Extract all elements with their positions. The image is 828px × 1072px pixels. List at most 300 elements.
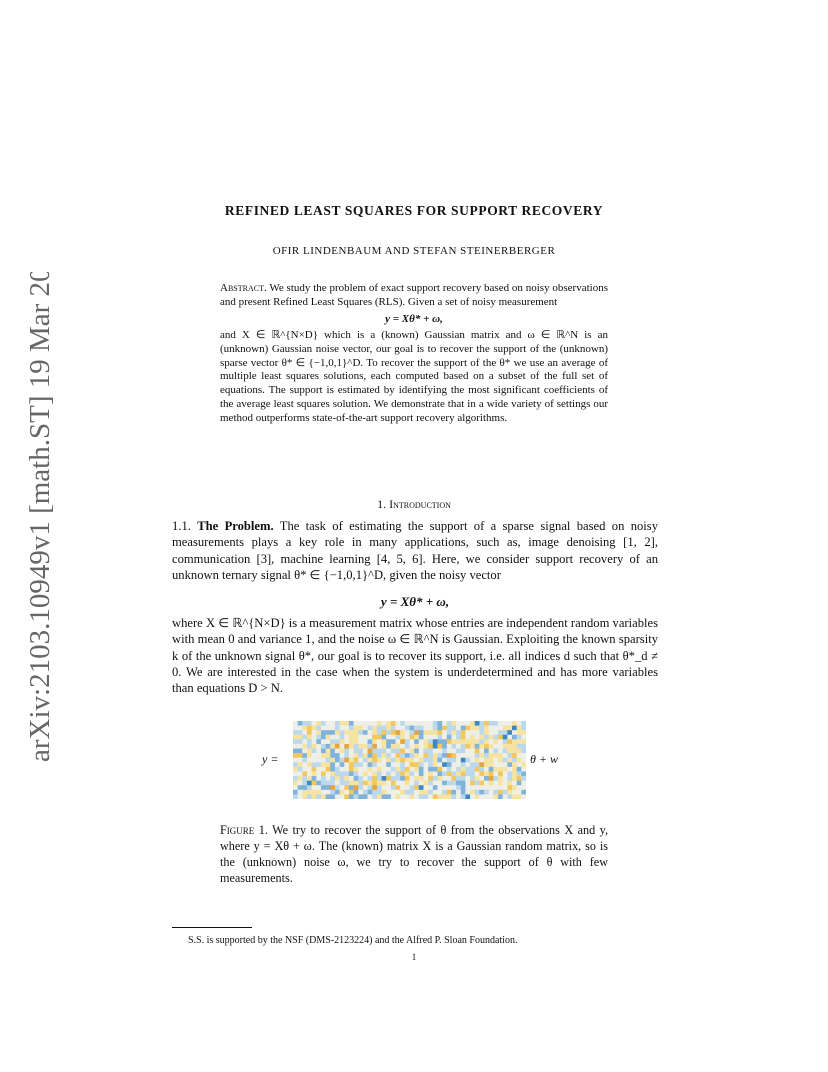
matrix-cell xyxy=(330,781,335,786)
matrix-cell xyxy=(442,767,447,772)
matrix-cell xyxy=(363,735,368,740)
paper-authors: OFIR LINDENBAUM AND STEFAN STEINERBERGER xyxy=(272,245,556,257)
abstract-intro: We study the problem of exact support recovery based on noisy observations and present Refined Least Squares (RLS). Given a set of noisy measurement xyxy=(220,282,608,308)
matrix-cell xyxy=(302,794,307,799)
matrix-cell xyxy=(335,730,340,735)
matrix-cell xyxy=(517,721,522,726)
matrix-cell xyxy=(405,726,410,731)
matrix-cell xyxy=(456,753,461,758)
matrix-cell xyxy=(503,781,508,786)
matrix-cell xyxy=(293,790,298,795)
matrix-cell xyxy=(470,735,475,740)
matrix-cell xyxy=(498,735,503,740)
matrix-cell xyxy=(312,739,317,744)
matrix-cell xyxy=(312,790,317,795)
matrix-cell xyxy=(349,771,354,776)
matrix-cell xyxy=(349,726,354,731)
matrix-cell xyxy=(382,744,387,749)
matrix-cell xyxy=(358,790,363,795)
matrix-cell xyxy=(335,767,340,772)
matrix-cell xyxy=(377,730,382,735)
matrix-cell xyxy=(503,753,508,758)
matrix-cell xyxy=(503,776,508,781)
matrix-cell xyxy=(330,726,335,731)
matrix-cell xyxy=(316,721,321,726)
matrix-cell xyxy=(302,753,307,758)
matrix-cell xyxy=(321,749,326,754)
matrix-cell xyxy=(414,749,419,754)
matrix-cell xyxy=(507,753,512,758)
matrix-cell xyxy=(307,744,312,749)
matrix-cell xyxy=(512,767,517,772)
arxiv-identifier-text: arXiv:2103.10949v1 [math.ST] 19 Mar 2021 xyxy=(24,272,56,762)
matrix-cell xyxy=(330,771,335,776)
matrix-cell xyxy=(433,790,438,795)
matrix-cell xyxy=(517,771,522,776)
matrix-cell xyxy=(344,744,349,749)
matrix-cell xyxy=(447,721,452,726)
matrix-cell xyxy=(358,776,363,781)
matrix-cell xyxy=(489,721,494,726)
matrix-cell xyxy=(451,771,456,776)
matrix-cell xyxy=(433,730,438,735)
matrix-cell xyxy=(507,735,512,740)
matrix-cell xyxy=(358,771,363,776)
matrix-cell xyxy=(349,790,354,795)
arxiv-identifier-svg xyxy=(16,272,58,772)
matrix-cell xyxy=(326,762,331,767)
matrix-cell xyxy=(330,739,335,744)
matrix-cell xyxy=(302,785,307,790)
matrix-cell xyxy=(475,730,480,735)
matrix-cell xyxy=(512,753,517,758)
matrix-cell xyxy=(498,758,503,763)
matrix-cell xyxy=(410,730,415,735)
matrix-cell xyxy=(456,767,461,772)
matrix-cell xyxy=(419,726,424,731)
matrix-cell xyxy=(326,771,331,776)
subsection-title: The Problem. xyxy=(197,519,274,533)
matrix-cell xyxy=(298,781,303,786)
matrix-cell xyxy=(372,771,377,776)
matrix-cell xyxy=(489,767,494,772)
matrix-cell xyxy=(330,749,335,754)
matrix-cell xyxy=(419,721,424,726)
paragraph-1-text: The task of estimating the support of a sparse signal based on noisy measurements plays a key role in many applications, such as, image denoising [1, 2], communication [3], machine learning [4, 5, 6]. Here, we consider support recovery of an unknown ternary signal θ* ∈ {−1,0,1}^D, given the noisy vector xyxy=(172,519,658,582)
matrix-cell xyxy=(428,771,433,776)
matrix-cell xyxy=(386,739,391,744)
matrix-cell xyxy=(447,758,452,763)
matrix-cell xyxy=(382,753,387,758)
matrix-cell xyxy=(521,767,526,772)
matrix-cell xyxy=(433,735,438,740)
matrix-cell xyxy=(428,753,433,758)
matrix-cell xyxy=(363,776,368,781)
matrix-cell xyxy=(321,744,326,749)
matrix-cell xyxy=(316,730,321,735)
matrix-cell xyxy=(479,790,484,795)
matrix-cell xyxy=(433,721,438,726)
matrix-cell xyxy=(405,762,410,767)
matrix-cell xyxy=(321,735,326,740)
matrix-cell xyxy=(512,762,517,767)
matrix-cell xyxy=(512,771,517,776)
matrix-cell xyxy=(400,785,405,790)
matrix-cell xyxy=(396,762,401,767)
matrix-cell xyxy=(465,771,470,776)
matrix-cell xyxy=(382,726,387,731)
matrix-cell xyxy=(475,771,480,776)
matrix-cell xyxy=(461,790,466,795)
matrix-cell xyxy=(484,794,489,799)
matrix-cell xyxy=(461,753,466,758)
section-title: Introduction xyxy=(389,497,451,511)
matrix-cell xyxy=(470,785,475,790)
matrix-cell xyxy=(507,744,512,749)
matrix-cell xyxy=(293,767,298,772)
matrix-cell xyxy=(451,735,456,740)
matrix-cell xyxy=(391,771,396,776)
matrix-cell xyxy=(312,744,317,749)
matrix-cell xyxy=(507,730,512,735)
matrix-cell xyxy=(419,735,424,740)
matrix-cell xyxy=(368,758,373,763)
matrix-cell xyxy=(489,771,494,776)
matrix-cell xyxy=(368,730,373,735)
matrix-cell xyxy=(498,721,503,726)
matrix-cell xyxy=(312,730,317,735)
matrix-cell xyxy=(326,744,331,749)
matrix-cell xyxy=(489,790,494,795)
matrix-cell xyxy=(335,781,340,786)
matrix-cell xyxy=(326,794,331,799)
page-number: 1 xyxy=(411,952,417,962)
matrix-cell xyxy=(475,790,480,795)
matrix-cell xyxy=(493,794,498,799)
matrix-cell xyxy=(312,726,317,731)
matrix-cell xyxy=(451,794,456,799)
matrix-cell xyxy=(368,781,373,786)
matrix-cell xyxy=(293,721,298,726)
matrix-cell xyxy=(517,776,522,781)
matrix-cell xyxy=(302,762,307,767)
matrix-cell xyxy=(349,735,354,740)
matrix-cell xyxy=(507,749,512,754)
matrix-cell xyxy=(433,753,438,758)
matrix-cell xyxy=(316,753,321,758)
matrix-cell xyxy=(512,776,517,781)
matrix-cell xyxy=(396,776,401,781)
matrix-cell xyxy=(368,744,373,749)
matrix-cell xyxy=(293,744,298,749)
matrix-cell xyxy=(437,753,442,758)
matrix-cell xyxy=(335,785,340,790)
matrix-cell xyxy=(340,785,345,790)
matrix-cell xyxy=(316,762,321,767)
matrix-cell xyxy=(386,785,391,790)
matrix-cell xyxy=(484,771,489,776)
matrix-cell xyxy=(293,730,298,735)
matrix-cell xyxy=(307,753,312,758)
matrix-cell xyxy=(340,762,345,767)
matrix-cell xyxy=(321,739,326,744)
matrix-cell xyxy=(293,785,298,790)
matrix-cell xyxy=(437,762,442,767)
matrix-cell xyxy=(517,758,522,763)
matrix-cell xyxy=(517,753,522,758)
figure-1 xyxy=(262,721,572,801)
matrix-cell xyxy=(344,730,349,735)
matrix-cell xyxy=(419,767,424,772)
matrix-cell xyxy=(410,749,415,754)
matrix-cell xyxy=(358,753,363,758)
matrix-cell xyxy=(302,721,307,726)
matrix-cell xyxy=(484,781,489,786)
matrix-cell xyxy=(428,794,433,799)
matrix-cell xyxy=(298,767,303,772)
matrix-cell xyxy=(396,735,401,740)
matrix-cell xyxy=(344,790,349,795)
matrix-cell xyxy=(479,776,484,781)
matrix-cell xyxy=(307,794,312,799)
matrix-cell xyxy=(302,767,307,772)
matrix-cell xyxy=(461,781,466,786)
matrix-cell xyxy=(479,767,484,772)
matrix-cell xyxy=(521,771,526,776)
matrix-cell xyxy=(503,790,508,795)
matrix-cell xyxy=(326,730,331,735)
matrix-cell xyxy=(475,758,480,763)
matrix-cell xyxy=(498,790,503,795)
matrix-cell xyxy=(498,762,503,767)
matrix-cell xyxy=(433,776,438,781)
matrix-cell xyxy=(302,739,307,744)
matrix-cell xyxy=(349,794,354,799)
matrix-cell xyxy=(521,726,526,731)
matrix-cell xyxy=(423,721,428,726)
matrix-cell xyxy=(307,739,312,744)
matrix-cell xyxy=(517,794,522,799)
matrix-cell xyxy=(326,726,331,731)
matrix-cell xyxy=(302,776,307,781)
matrix-cell xyxy=(419,785,424,790)
matrix-cell xyxy=(517,735,522,740)
matrix-cell xyxy=(410,767,415,772)
matrix-cell xyxy=(349,776,354,781)
matrix-cell xyxy=(368,785,373,790)
matrix-cell xyxy=(340,721,345,726)
matrix-cell xyxy=(349,767,354,772)
matrix-cell xyxy=(423,767,428,772)
matrix-cell xyxy=(419,744,424,749)
matrix-cell xyxy=(335,735,340,740)
matrix-cell xyxy=(396,781,401,786)
matrix-cell xyxy=(312,781,317,786)
matrix-cell xyxy=(386,721,391,726)
matrix-cell xyxy=(447,744,452,749)
figure-lhs: y = xyxy=(262,752,279,766)
matrix-cell xyxy=(326,749,331,754)
matrix-cell xyxy=(521,781,526,786)
matrix-cell xyxy=(391,726,396,731)
matrix-cell xyxy=(312,721,317,726)
matrix-cell xyxy=(437,744,442,749)
matrix-cell xyxy=(498,785,503,790)
matrix-cell xyxy=(442,730,447,735)
matrix-cell xyxy=(493,753,498,758)
matrix-cell xyxy=(437,781,442,786)
matrix-cell xyxy=(507,739,512,744)
matrix-cell xyxy=(517,767,522,772)
matrix-cell xyxy=(470,776,475,781)
matrix-cell xyxy=(377,744,382,749)
matrix-cell xyxy=(414,776,419,781)
matrix-cell xyxy=(428,735,433,740)
matrix-cell xyxy=(400,749,405,754)
matrix-cell xyxy=(307,790,312,795)
matrix-cell xyxy=(410,771,415,776)
matrix-cell xyxy=(321,781,326,786)
matrix-cell xyxy=(377,726,382,731)
matrix-cell xyxy=(391,721,396,726)
matrix-cell xyxy=(340,794,345,799)
matrix-cell xyxy=(503,721,508,726)
matrix-cell xyxy=(479,730,484,735)
matrix-cell xyxy=(307,758,312,763)
matrix-cell xyxy=(358,762,363,767)
matrix-cell xyxy=(377,749,382,754)
matrix-cell xyxy=(447,790,452,795)
matrix-cell xyxy=(312,735,317,740)
matrix-cell xyxy=(340,776,345,781)
matrix-cell xyxy=(405,771,410,776)
matrix-cell xyxy=(507,721,512,726)
matrix-cell xyxy=(391,794,396,799)
matrix-cell xyxy=(475,749,480,754)
matrix-cell xyxy=(372,744,377,749)
matrix-cell xyxy=(405,790,410,795)
matrix-cell xyxy=(465,753,470,758)
matrix-cell xyxy=(363,739,368,744)
matrix-cell xyxy=(433,794,438,799)
matrix-cell xyxy=(344,726,349,731)
matrix-cell xyxy=(298,753,303,758)
footnote: S.S. is supported by the NSF (DMS-2123224) and the Alfred P. Sloan Foundation. xyxy=(188,935,518,946)
matrix-cell xyxy=(368,749,373,754)
matrix-cell xyxy=(293,753,298,758)
matrix-cell xyxy=(298,762,303,767)
matrix-cell xyxy=(479,721,484,726)
matrix-cell xyxy=(386,767,391,772)
matrix-cell xyxy=(330,753,335,758)
matrix-cell xyxy=(442,735,447,740)
matrix-cell xyxy=(456,730,461,735)
matrix-cell xyxy=(312,758,317,763)
matrix-cell xyxy=(461,721,466,726)
matrix-cell xyxy=(344,771,349,776)
matrix-cell xyxy=(405,753,410,758)
matrix-cell xyxy=(484,730,489,735)
matrix-cell xyxy=(461,794,466,799)
matrix-cell xyxy=(302,771,307,776)
matrix-cell xyxy=(493,739,498,744)
matrix-cell xyxy=(326,735,331,740)
matrix-cell xyxy=(400,739,405,744)
matrix-cell xyxy=(447,776,452,781)
matrix-cell xyxy=(521,744,526,749)
matrix-cell xyxy=(386,735,391,740)
matrix-cell xyxy=(326,785,331,790)
matrix-cell xyxy=(358,749,363,754)
matrix-cell xyxy=(465,790,470,795)
matrix-cell xyxy=(498,794,503,799)
matrix-cell xyxy=(503,730,508,735)
matrix-cell xyxy=(489,758,494,763)
matrix-cell xyxy=(419,753,424,758)
matrix-cell xyxy=(512,735,517,740)
matrix-cell xyxy=(507,781,512,786)
matrix-cell xyxy=(507,785,512,790)
matrix-cell xyxy=(507,776,512,781)
matrix-cell xyxy=(307,785,312,790)
matrix-cell xyxy=(312,767,317,772)
matrix-cell xyxy=(465,794,470,799)
matrix-cell xyxy=(340,744,345,749)
matrix-cell xyxy=(298,721,303,726)
matrix-cell xyxy=(465,776,470,781)
matrix-cell xyxy=(437,739,442,744)
matrix-cell xyxy=(512,726,517,731)
matrix-cell xyxy=(503,744,508,749)
matrix-cell xyxy=(302,735,307,740)
matrix-cell xyxy=(414,753,419,758)
matrix-cell xyxy=(372,726,377,731)
matrix-cell xyxy=(414,758,419,763)
matrix-cell xyxy=(419,758,424,763)
matrix-cell xyxy=(382,785,387,790)
matrix-cell xyxy=(503,739,508,744)
matrix-cell xyxy=(419,781,424,786)
matrix-cell xyxy=(354,767,359,772)
matrix-cell xyxy=(396,749,401,754)
matrix-cell xyxy=(368,794,373,799)
matrix-cell xyxy=(382,739,387,744)
matrix-cell xyxy=(386,749,391,754)
matrix-cell xyxy=(307,730,312,735)
matrix-cell xyxy=(335,758,340,763)
matrix-cell xyxy=(507,790,512,795)
matrix-cell xyxy=(377,739,382,744)
matrix-cell xyxy=(391,785,396,790)
matrix-cell xyxy=(410,753,415,758)
matrix-cell xyxy=(340,749,345,754)
matrix-cell xyxy=(293,739,298,744)
matrix-cell xyxy=(344,749,349,754)
matrix-cell xyxy=(451,758,456,763)
matrix-cell xyxy=(335,790,340,795)
matrix-cell xyxy=(456,726,461,731)
matrix-cell xyxy=(354,794,359,799)
matrix-cell xyxy=(368,753,373,758)
matrix-cell xyxy=(382,776,387,781)
matrix-cell xyxy=(428,758,433,763)
matrix-cell xyxy=(461,767,466,772)
random-matrix-image xyxy=(293,721,526,799)
matrix-cell xyxy=(465,767,470,772)
matrix-cell xyxy=(512,730,517,735)
matrix-cell xyxy=(321,762,326,767)
matrix-cell xyxy=(316,735,321,740)
